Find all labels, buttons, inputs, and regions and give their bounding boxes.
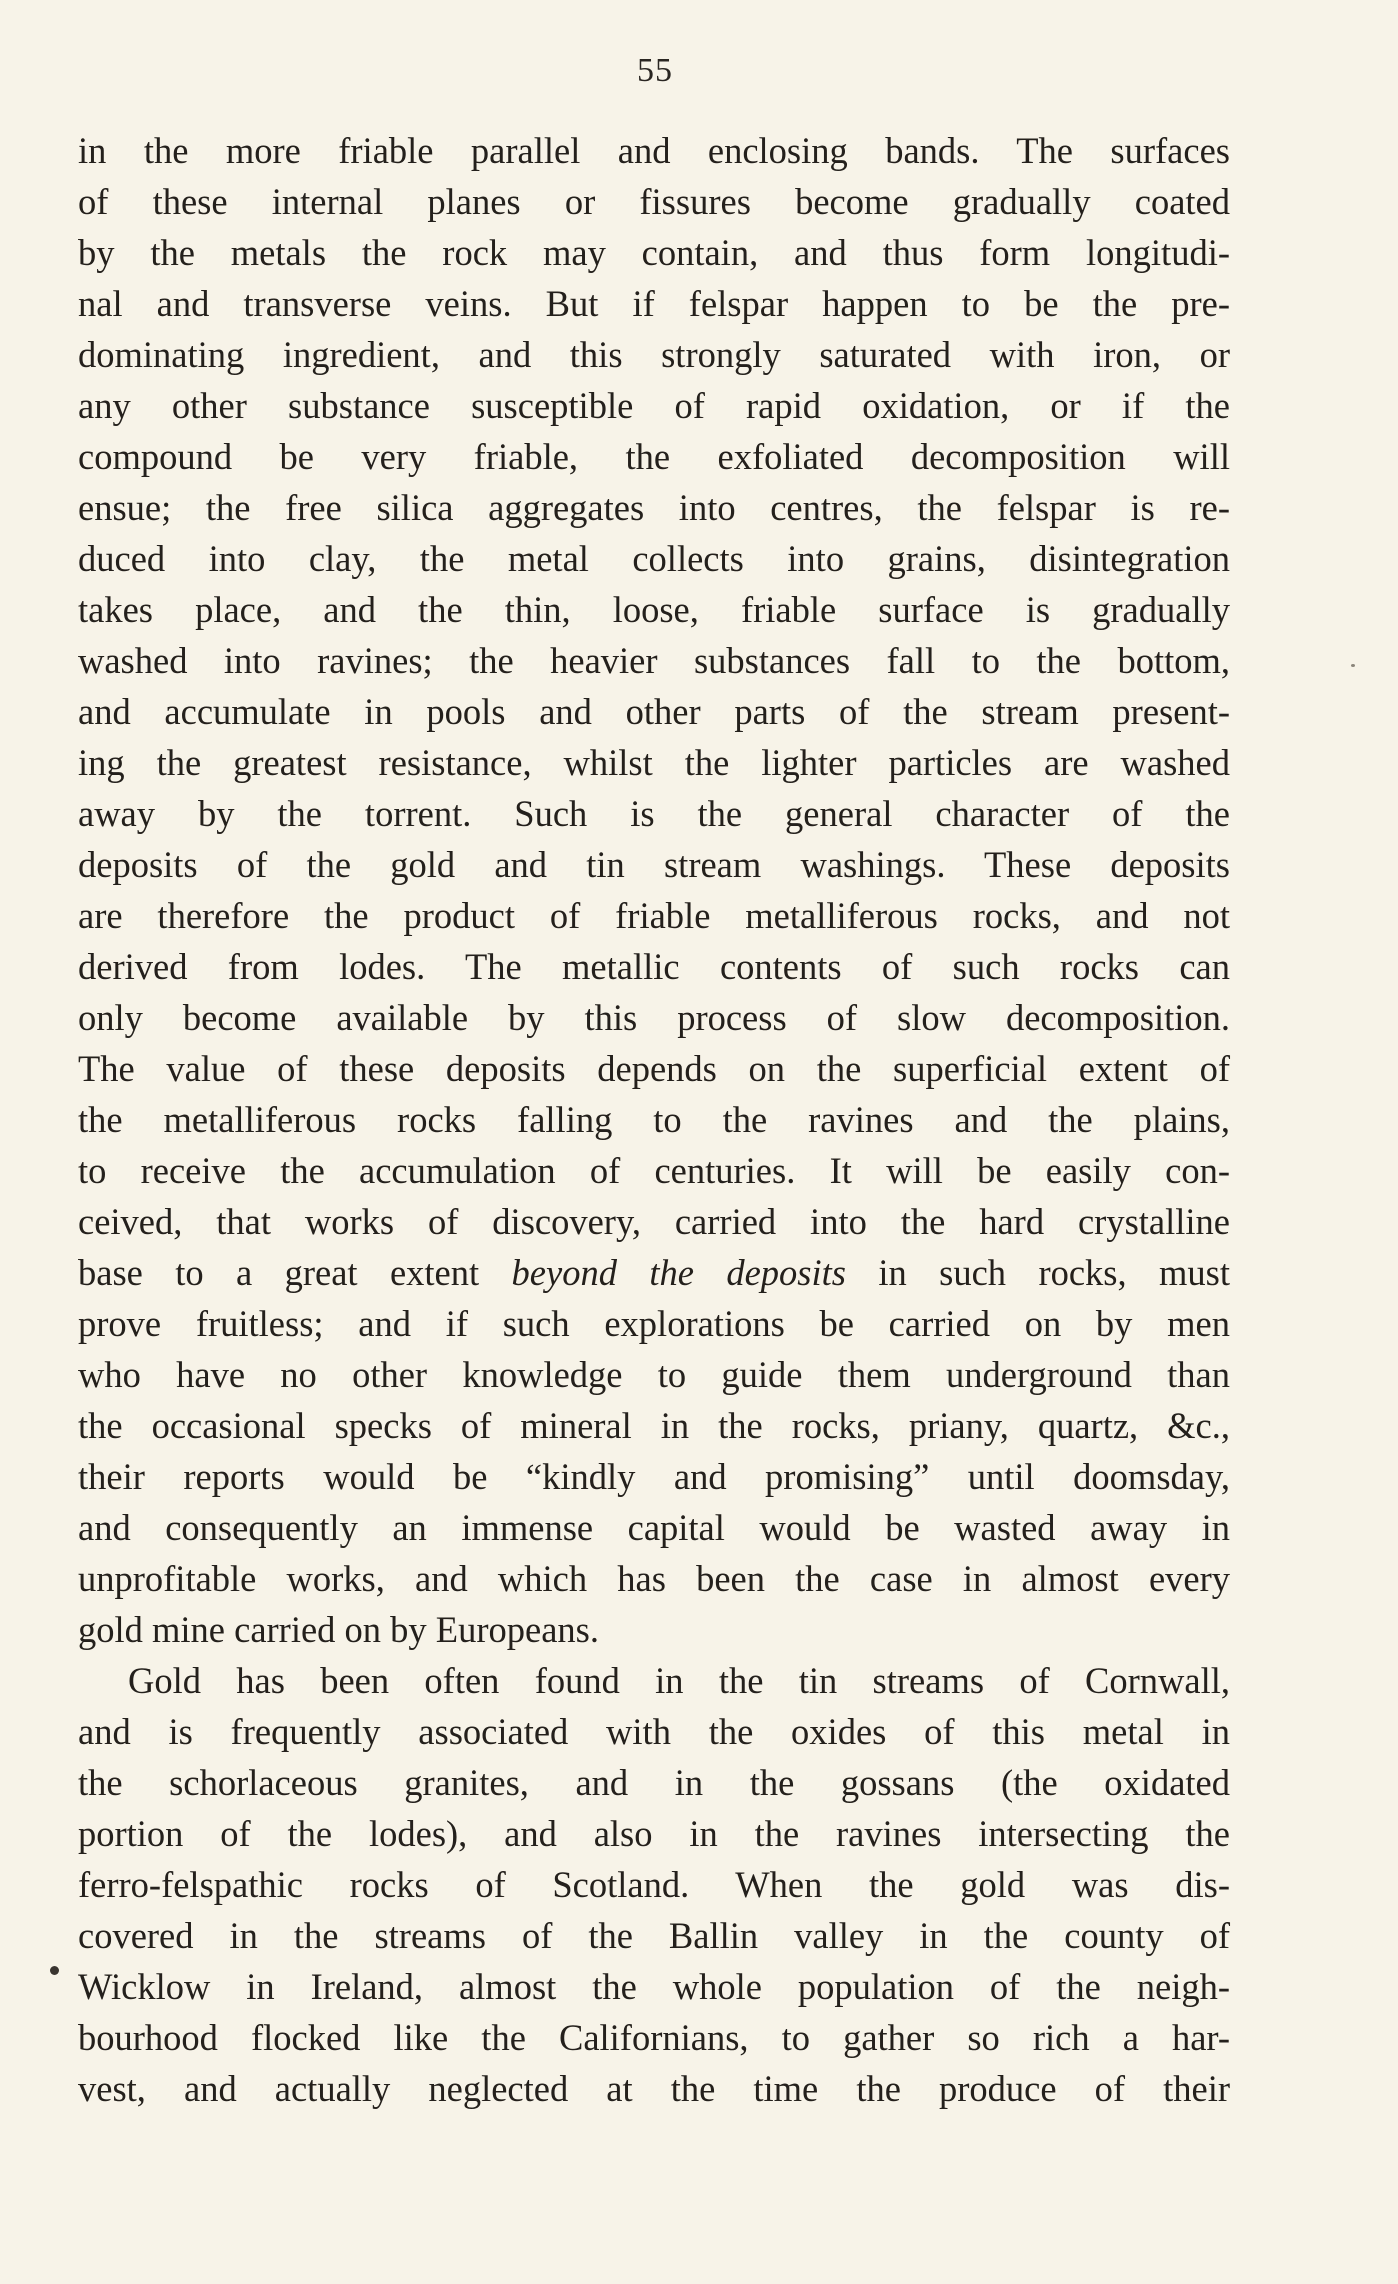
text-line: prove fruitless; and if such explorations be carried on by men [78,1303,1230,1344]
body-text [78,125,1230,2114]
text-line: are therefore the product of friable metalliferous rocks, and not [78,895,1230,936]
text-line: ing the greatest resistance, whilst the lighter particles are washed [78,742,1230,783]
text-line: who have no other knowledge to guide them underground than [78,1354,1230,1395]
text-line: the occasional specks of mineral in the rocks, priany, quartz, &c., [78,1405,1230,1446]
text-line: covered in the streams of the Ballin valley in the county of [78,1915,1230,1956]
text-segment: in such rocks, must [845,1252,1231,1293]
page-number: 55 [637,52,673,89]
text-line: deposits of the gold and tin stream washings. These deposits [78,844,1230,885]
text-line: unprofitable works, and which has been the case in almost every [78,1558,1230,1599]
text-line: takes place, and the thin, loose, friable surface is gradually [78,589,1230,630]
text-segment: base to a great extent [78,1252,512,1293]
text-line: compound be very friable, the exfoliated decomposition will [78,436,1230,477]
text-line: bourhood flocked like the Californians, to gather so rich a har- [78,2017,1230,2058]
text-line: and accumulate in pools and other parts of the stream present- [78,691,1230,732]
paragraph-end-line: gold mine carried on by Europeans. [78,1609,599,1650]
text-line: by the metals the rock may contain, and thus form longitudi- [78,232,1230,273]
text-line: washed into ravines; the heavier substances fall to the bottom, [78,640,1230,681]
text-line: nal and transverse veins. But if felspar happen to be the pre- [78,283,1230,324]
text-line: their reports would be “kindly and promising” until doomsday, [78,1456,1230,1497]
text-line: the metalliferous rocks falling to the ravines and the plains, [78,1099,1230,1140]
text-line: and is frequently associated with the oxides of this metal in [78,1711,1230,1752]
text-line-with-emphasis [78,1247,1230,1298]
text-line: to receive the accumulation of centuries. It will be easily con- [78,1150,1230,1191]
paper-speck-icon [1351,664,1355,667]
ink-dot-icon [50,1966,59,1975]
text-line: away by the torrent. Such is the general character of the [78,793,1230,834]
text-line: of these internal planes or fissures become gradually coated [78,181,1230,222]
text-line: ferro-felspathic rocks of Scotland. When the gold was dis- [78,1864,1230,1905]
text-line: portion of the lodes), and also in the ravines intersecting the [78,1813,1230,1854]
text-line: derived from lodes. The metallic contents of such rocks can [78,946,1230,987]
text-line: and consequently an immense capital would be wasted away in [78,1507,1230,1548]
text-line: dominating ingredient, and this strongly saturated with iron, or [78,334,1230,375]
text-line: only become available by this process of slow decomposition. [78,997,1230,1038]
text-line: Wicklow in Ireland, almost the whole population of the neigh- [78,1966,1230,2007]
text-line: any other substance susceptible of rapid oxidation, or if the [78,385,1230,426]
text-line: ensue; the free silica aggregates into centres, the felspar is re- [78,487,1230,528]
text-line: ceived, that works of discovery, carried into the hard crystalline [78,1201,1230,1242]
text-line: in the more friable parallel and enclosing bands. The surfaces [78,130,1230,171]
italic-emphasis: beyond the deposits [511,1252,846,1293]
text-line: vest, and actually neglected at the time the produce of their [78,2068,1230,2109]
text-line: the schorlaceous granites, and in the gossans (the oxidated [78,1762,1230,1803]
text-line: duced into clay, the metal collects into grains, disintegration [78,538,1230,579]
text-line: The value of these deposits depends on the superficial extent of [78,1048,1230,1089]
paragraph-start-line: Gold has been often found in the tin streams of Cornwall, [128,1660,1230,1701]
